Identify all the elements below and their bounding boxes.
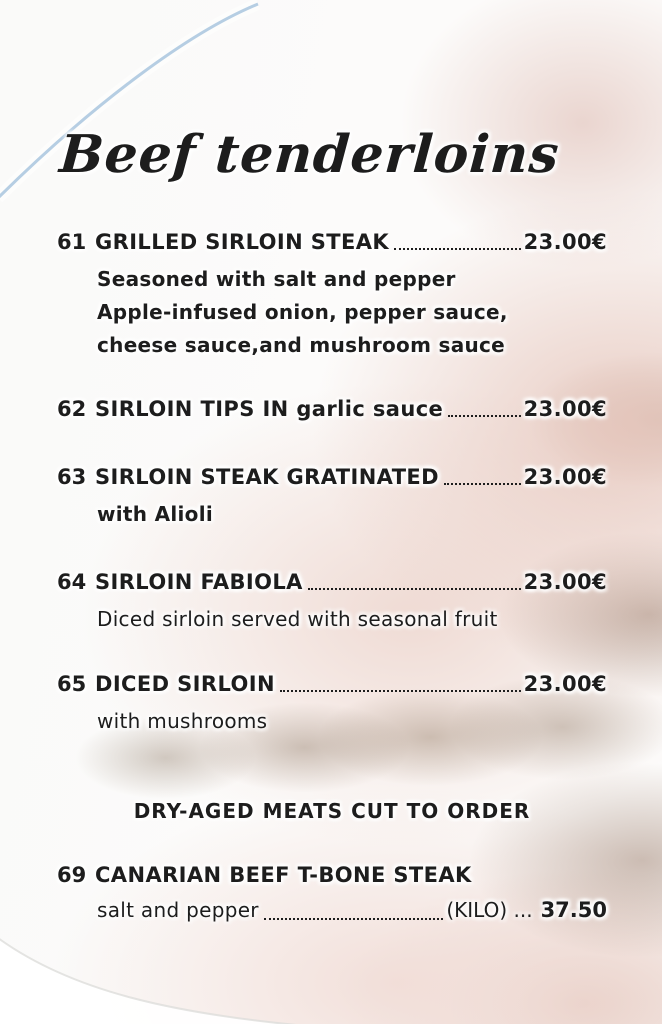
kilo-label: (KILO) ... — [446, 898, 533, 922]
item-price: 23.00€ — [523, 465, 607, 489]
item-number: 62 — [57, 397, 87, 421]
dot-leader — [444, 483, 521, 485]
item-descriptions — [57, 263, 607, 362]
item-price-row — [57, 894, 607, 927]
item-row — [57, 462, 607, 492]
item-description-line: with mushrooms — [97, 709, 268, 733]
item-row — [57, 669, 607, 699]
item-row — [57, 394, 607, 424]
page-title: Beef tenderloins — [57, 124, 562, 185]
item-name: CANARIAN BEEF T-BONE STEAK — [95, 863, 472, 887]
item-price: 23.00€ — [523, 397, 607, 421]
menu-item-63 — [57, 462, 607, 531]
menu-item-61 — [57, 227, 607, 362]
item-description-line: salt and pepper — [97, 898, 259, 922]
item-description-line: Seasoned with salt and pepper — [97, 267, 456, 291]
item-description-line: Diced sirloin served with seasonal fruit — [97, 607, 498, 631]
menu-item-64 — [57, 567, 607, 636]
item-price: 23.00€ — [523, 672, 607, 696]
item-description-line: Apple-infused onion, pepper sauce, — [97, 300, 508, 324]
section-note: DRY-AGED MEATS CUT TO ORDER — [133, 799, 531, 823]
menu-item-69 — [57, 860, 607, 927]
item-name: DICED SIRLOIN — [95, 672, 275, 696]
item-number: 64 — [57, 570, 87, 594]
item-row — [57, 227, 607, 257]
item-name: GRILLED SIRLOIN STEAK — [95, 230, 390, 254]
item-description-line: cheese sauce,and mushroom sauce — [97, 333, 506, 357]
item-descriptions — [57, 705, 607, 738]
menu-item-65 — [57, 669, 607, 738]
menu-item-62 — [57, 394, 607, 424]
item-price: 23.00€ — [523, 570, 607, 594]
dot-leader — [394, 248, 520, 250]
item-name: SIRLOIN FABIOLA — [95, 570, 303, 594]
item-price: 37.50 — [540, 898, 607, 922]
item-descriptions — [57, 498, 607, 531]
dot-leader — [308, 588, 521, 590]
dot-leader — [280, 690, 521, 692]
item-row — [57, 567, 607, 597]
item-number: 65 — [57, 672, 87, 696]
item-description-line: with Alioli — [97, 502, 214, 526]
item-price: 23.00€ — [523, 230, 607, 254]
item-row — [57, 860, 607, 890]
dot-leader — [448, 415, 520, 417]
item-number: 61 — [57, 230, 87, 254]
item-name: SIRLOIN TIPS IN garlic sauce — [95, 397, 444, 421]
item-number: 63 — [57, 465, 87, 489]
item-name: SIRLOIN STEAK GRATINATED — [95, 465, 439, 489]
item-descriptions — [57, 603, 607, 636]
menu-list — [57, 227, 607, 927]
item-number: 69 — [57, 863, 87, 887]
dot-leader — [264, 918, 443, 920]
